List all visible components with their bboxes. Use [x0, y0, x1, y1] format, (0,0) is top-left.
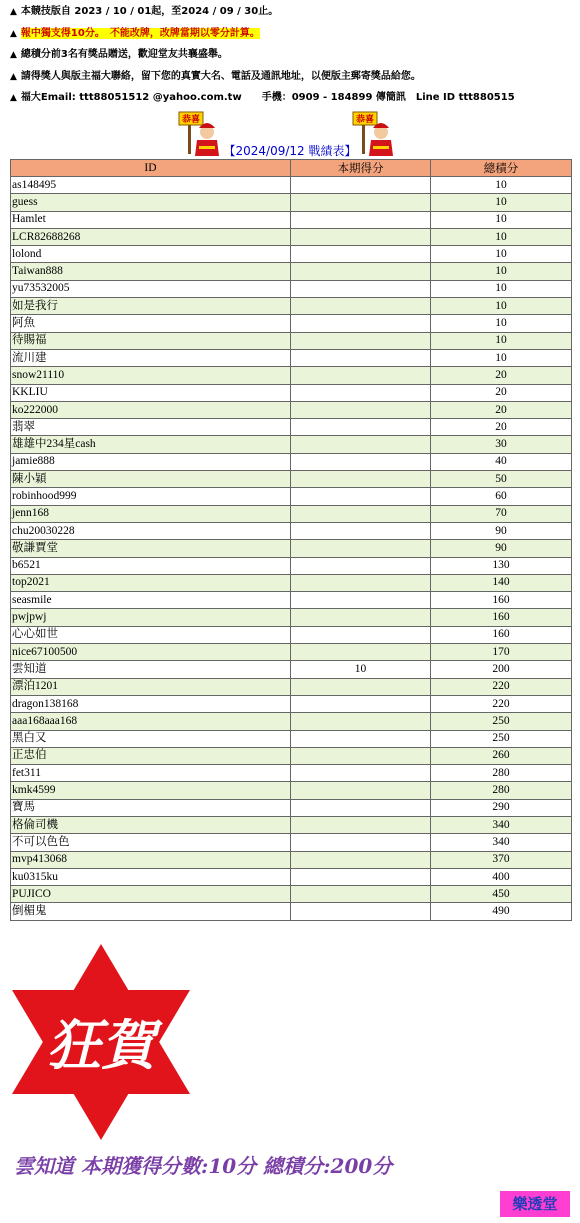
table-row: [11, 834, 572, 851]
cell-total: 250: [431, 713, 572, 730]
table-row: [11, 799, 572, 816]
table-row: [11, 644, 572, 661]
table-row: [11, 868, 572, 885]
cell-current: [291, 177, 431, 194]
cell-id: 格倫司機: [11, 816, 291, 833]
cell-current: [291, 816, 431, 833]
cell-current: [291, 540, 431, 557]
cell-current: [291, 678, 431, 695]
table-row: [11, 453, 572, 470]
cell-id: Hamlet: [11, 211, 291, 228]
table-row: [11, 228, 572, 245]
cell-total: 10: [431, 177, 572, 194]
cell-id: jenn168: [11, 505, 291, 522]
table-row: [11, 367, 572, 384]
cell-current: [291, 557, 431, 574]
cell-id: as148495: [11, 177, 291, 194]
cell-current: [291, 436, 431, 453]
table-row: [11, 747, 572, 764]
cell-current: [291, 522, 431, 539]
cell-current: [291, 505, 431, 522]
table-row: [11, 782, 572, 799]
cell-current: [291, 730, 431, 747]
cell-id: dragon138168: [11, 695, 291, 712]
table-row: [11, 816, 572, 833]
table-row: [11, 886, 572, 903]
cell-total: 10: [431, 211, 572, 228]
cell-id: 正忠伯: [11, 747, 291, 764]
table-row: [11, 661, 572, 678]
cell-total: 60: [431, 488, 572, 505]
cell-current: [291, 488, 431, 505]
cell-id: 敬謙賈堂: [11, 540, 291, 557]
table-row: [11, 280, 572, 297]
cell-total: 70: [431, 505, 572, 522]
table-row: [11, 903, 572, 920]
table-row: [11, 315, 572, 332]
cell-current: [291, 246, 431, 263]
cell-id: top2021: [11, 574, 291, 591]
table-row: [11, 384, 572, 401]
cell-current: [291, 868, 431, 885]
congrats-badge-text: 狂賀: [47, 1014, 155, 1077]
cell-id: 流川建: [11, 349, 291, 366]
cell-current: [291, 834, 431, 851]
cell-total: 340: [431, 816, 572, 833]
table-row: [11, 436, 572, 453]
cell-id: LCR82688268: [11, 228, 291, 245]
cell-id: 雲知道: [11, 661, 291, 678]
table-row: [11, 695, 572, 712]
cell-id: jamie888: [11, 453, 291, 470]
cell-total: 260: [431, 747, 572, 764]
cell-current: [291, 747, 431, 764]
column-header-current: 本期得分: [291, 160, 431, 177]
cell-id: Taiwan888: [11, 263, 291, 280]
cell-id: chu20030228: [11, 522, 291, 539]
table-row: [11, 194, 572, 211]
table-row: [11, 713, 572, 730]
cell-current: [291, 886, 431, 903]
cell-total: 20: [431, 401, 572, 418]
triangle-bullet-icon: ▲: [10, 93, 17, 103]
cell-current: [291, 592, 431, 609]
cell-total: 40: [431, 453, 572, 470]
cell-id: 心心如世: [11, 626, 291, 643]
table-row: [11, 540, 572, 557]
cell-current: 10: [291, 661, 431, 678]
table-row: [11, 211, 572, 228]
cell-total: 290: [431, 799, 572, 816]
cell-current: [291, 903, 431, 920]
cell-id: nice67100500: [11, 644, 291, 661]
notice-item: [10, 47, 575, 69]
cell-current: [291, 799, 431, 816]
cell-id: lolond: [11, 246, 291, 263]
cell-id: guess: [11, 194, 291, 211]
cell-id: ku0315ku: [11, 868, 291, 885]
triangle-bullet-icon: ▲: [10, 71, 17, 82]
cell-total: 490: [431, 903, 572, 920]
cell-total: 250: [431, 730, 572, 747]
cell-total: 30: [431, 436, 572, 453]
cell-current: [291, 574, 431, 591]
table-header-row: [11, 160, 572, 177]
cell-current: [291, 228, 431, 245]
cell-total: 220: [431, 695, 572, 712]
cell-total: 90: [431, 540, 572, 557]
cell-total: 370: [431, 851, 572, 868]
cell-total: 20: [431, 384, 572, 401]
cell-id: 寶馬: [11, 799, 291, 816]
table-row: [11, 263, 572, 280]
score-table-body: [11, 177, 572, 921]
cell-total: 200: [431, 661, 572, 678]
mascot-sign-text: 恭喜: [355, 115, 375, 125]
notice-text: 請得獎人與版主福大聯絡，留下您的真實大名、電話及通訊地址，以便版主郵寄獎品給您。: [20, 70, 421, 82]
cell-total: 220: [431, 678, 572, 695]
cell-total: 340: [431, 834, 572, 851]
cell-current: [291, 453, 431, 470]
cell-current: [291, 298, 431, 315]
cell-id: 陳小穎: [11, 471, 291, 488]
cell-total: 10: [431, 332, 572, 349]
table-row: [11, 765, 572, 782]
cell-current: [291, 419, 431, 436]
notice-list: [10, 4, 575, 112]
cell-id: mvp413068: [11, 851, 291, 868]
cell-id: robinhood999: [11, 488, 291, 505]
cell-id: b6521: [11, 557, 291, 574]
notice-text: 本競技版自 2023 / 10 / 01起，至2024 / 09 / 30止。: [20, 6, 279, 17]
cell-current: [291, 644, 431, 661]
congrats-message: 雲知道 本期獲得分數:10分 總積分:200分: [14, 1154, 393, 1178]
cell-current: [291, 713, 431, 730]
cell-id: PUJICO: [11, 886, 291, 903]
score-table: [10, 159, 572, 921]
cell-total: 450: [431, 886, 572, 903]
notice-item: [10, 26, 575, 48]
cell-total: 160: [431, 592, 572, 609]
cell-current: [291, 384, 431, 401]
cell-id: 倒楣鬼: [11, 903, 291, 920]
cell-current: [291, 626, 431, 643]
cell-current: [291, 782, 431, 799]
column-header-id: ID: [11, 160, 291, 177]
cell-id: KKLIU: [11, 384, 291, 401]
table-row: [11, 557, 572, 574]
cell-total: 50: [431, 471, 572, 488]
column-header-total: 總積分: [431, 160, 572, 177]
notice-text: 福大Email: ttt88051512 @yahoo.com.tw 手機：0909 - 184899 傳簡訊 Line ID ttt880515: [20, 92, 515, 103]
notice-text: 總積分前3名有獎品贈送，歡迎堂友共襄盛舉。: [20, 49, 228, 60]
brand-logo[interactable]: 樂透堂: [500, 1191, 570, 1217]
cell-id: ko222000: [11, 401, 291, 418]
cell-total: 400: [431, 868, 572, 885]
cell-current: [291, 765, 431, 782]
table-row: [11, 592, 572, 609]
cell-id: seasmile: [11, 592, 291, 609]
cell-current: [291, 280, 431, 297]
cell-id: yu73532005: [11, 280, 291, 297]
cell-current: [291, 367, 431, 384]
cell-total: 160: [431, 609, 572, 626]
cell-current: [291, 263, 431, 280]
triangle-bullet-icon: ▲: [10, 50, 17, 60]
cell-id: kmk4599: [11, 782, 291, 799]
table-row: [11, 574, 572, 591]
cell-current: [291, 851, 431, 868]
table-title: 【2024/09/12 戰績表】: [223, 144, 357, 158]
cell-total: 130: [431, 557, 572, 574]
mascot-sign-text: 恭喜: [181, 115, 201, 125]
triangle-bullet-icon: ▲: [10, 7, 17, 17]
cell-current: [291, 194, 431, 211]
congrats-star-icon: [6, 942, 196, 1142]
cell-total: 160: [431, 626, 572, 643]
cell-total: 10: [431, 280, 572, 297]
cell-id: 雄雄中234星cash: [11, 436, 291, 453]
table-row: [11, 471, 572, 488]
cell-current: [291, 401, 431, 418]
cell-total: 280: [431, 765, 572, 782]
cell-total: 10: [431, 315, 572, 332]
cell-id: 不可以色色: [11, 834, 291, 851]
table-row: [11, 522, 572, 539]
table-row: [11, 626, 572, 643]
cell-current: [291, 332, 431, 349]
cell-current: [291, 315, 431, 332]
cell-total: 170: [431, 644, 572, 661]
cell-total: 280: [431, 782, 572, 799]
cell-total: 10: [431, 228, 572, 245]
cell-id: 翡翠: [11, 419, 291, 436]
notice-item: [10, 90, 575, 112]
cell-id: snow21110: [11, 367, 291, 384]
cell-id: 如是我行: [11, 298, 291, 315]
table-row: [11, 246, 572, 263]
table-row: [11, 332, 572, 349]
cell-current: [291, 349, 431, 366]
cell-id: 漂泊1201: [11, 678, 291, 695]
cell-total: 140: [431, 574, 572, 591]
table-row: [11, 505, 572, 522]
cell-total: 90: [431, 522, 572, 539]
triangle-bullet-icon: ▲: [10, 28, 17, 39]
table-row: [11, 609, 572, 626]
table-row: [11, 488, 572, 505]
cell-id: 待賜福: [11, 332, 291, 349]
table-row: [11, 851, 572, 868]
cell-current: [291, 471, 431, 488]
table-row: [11, 678, 572, 695]
cell-id: fet311: [11, 765, 291, 782]
cell-total: 10: [431, 298, 572, 315]
table-row: [11, 419, 572, 436]
cell-total: 20: [431, 419, 572, 436]
notice-text: 報中獨支得10分。 不能改牌，改牌當期以零分計算。: [20, 27, 260, 39]
cell-current: [291, 609, 431, 626]
notice-item: [10, 4, 575, 26]
cell-total: 10: [431, 263, 572, 280]
table-row: [11, 401, 572, 418]
cell-total: 10: [431, 246, 572, 263]
cell-id: pwjpwj: [11, 609, 291, 626]
cell-current: [291, 695, 431, 712]
cell-id: 黑白又: [11, 730, 291, 747]
table-row: [11, 177, 572, 194]
cell-id: aaa168aaa168: [11, 713, 291, 730]
cell-total: 10: [431, 349, 572, 366]
table-row: [11, 730, 572, 747]
table-row: [11, 349, 572, 366]
notice-item: [10, 69, 575, 91]
cell-current: [291, 211, 431, 228]
cell-total: 20: [431, 367, 572, 384]
cell-total: 10: [431, 194, 572, 211]
table-row: [11, 298, 572, 315]
cell-id: 阿魚: [11, 315, 291, 332]
